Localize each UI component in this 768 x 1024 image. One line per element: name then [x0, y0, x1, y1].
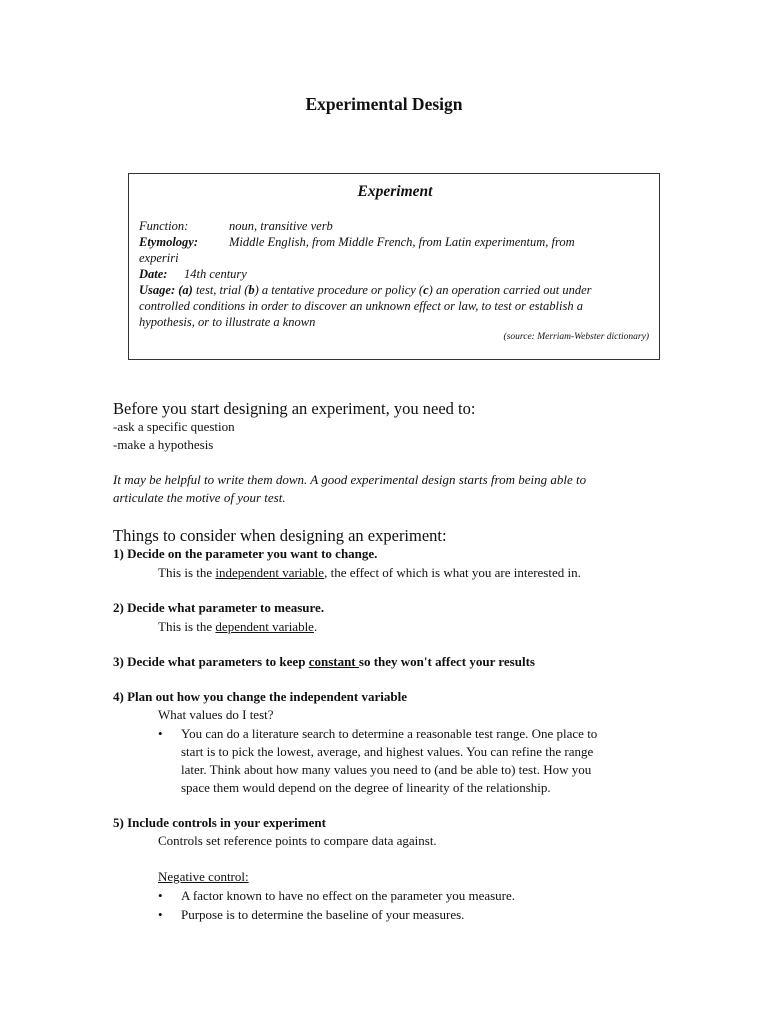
- definition-heading: Experiment: [357, 183, 433, 200]
- before-item-question: -ask a specific question: [113, 419, 235, 434]
- step-4-subtitle: What values do I test?: [158, 707, 274, 722]
- step-4-bullet-line-4: space them would depend on the degree of linearity of the relationship.: [181, 780, 551, 795]
- step-2-pre: This is the: [158, 619, 216, 634]
- step-5-title: 5) Include controls in your experiment: [113, 815, 326, 830]
- step-4-bullet-line-2: start is to pick the lowest, average, and highest values. You can refine the range: [181, 744, 594, 759]
- date-value: 14th century: [184, 267, 247, 281]
- definition-source: (source: Merriam-Webster dictionary): [503, 332, 649, 342]
- step-4-bullet-line-1: You can do a literature search to determine a reasonable test range. One place to: [181, 726, 598, 741]
- bullet-dot: •: [158, 726, 163, 741]
- step-1-pre: This is the: [158, 565, 216, 580]
- date-label: Date:: [139, 267, 168, 281]
- step-4-title: 4) Plan out how you change the independent variable: [113, 689, 407, 704]
- function-value: noun, transitive verb: [229, 219, 333, 233]
- negative-control-bullet-2: Purpose is to determine the baseline of your measures.: [181, 907, 465, 922]
- etymology-value: Middle English, from Middle French, from Latin experimentum, from: [229, 235, 575, 249]
- bullet-dot: •: [158, 907, 163, 922]
- usage-a-text: test, trial (: [192, 283, 249, 297]
- usage-c: c: [423, 283, 429, 297]
- usage-label: Usage:: [139, 283, 176, 297]
- before-note-line-1: It may be helpful to write them down. A good experimental design starts from being able to: [113, 472, 587, 487]
- step-5-subtitle: Controls set reference points to compare data against.: [158, 833, 437, 848]
- step-2-text: [158, 618, 317, 636]
- usage-line-3: hypothesis, or to illustrate a known: [139, 315, 316, 329]
- etymology-cont: experiri: [139, 251, 179, 265]
- constant-term: constant: [308, 654, 359, 669]
- definition-box: [128, 173, 660, 360]
- usage-a: (a): [178, 283, 193, 297]
- before-item-hypothesis: -make a hypothesis: [113, 437, 214, 452]
- step-4-bullet-line-3: later. Think about how many values you need to (and be able to) test. How you: [181, 762, 592, 777]
- before-heading: Before you start designing an experiment, you need to:: [113, 399, 476, 418]
- usage-b: b: [248, 283, 255, 297]
- step-1-text: [158, 564, 581, 582]
- step-1-title: 1) Decide on the parameter you want to change.: [113, 546, 378, 561]
- negative-control-label: Negative control:: [158, 869, 249, 884]
- function-label: Function:: [139, 219, 189, 233]
- usage-line-2: controlled conditions in order to discover an unknown effect or law, to test or establish a: [139, 299, 583, 313]
- negative-control-bullet-1: A factor known to have no effect on the parameter you measure.: [181, 888, 516, 903]
- before-note-line-2: articulate the motive of your test.: [113, 490, 286, 505]
- independent-variable-term: independent variable: [215, 565, 325, 580]
- step-3-title: [113, 654, 535, 670]
- etymology-label: Etymology:: [139, 235, 199, 249]
- step-2-post: .: [313, 619, 318, 634]
- dependent-variable-term: dependent variable: [215, 619, 314, 634]
- usage-c-text: ) an operation carried out under: [428, 283, 592, 297]
- page-title: Experimental Design: [305, 94, 463, 114]
- usage-b-text: ) a tentative procedure or policy (: [254, 283, 424, 297]
- step-3-post: so they won't affect your results: [358, 654, 535, 669]
- step-1-post: , the effect of which is what you are interested in.: [324, 565, 581, 580]
- usage-line-1: [139, 282, 592, 298]
- consider-heading: Things to consider when designing an experiment:: [113, 526, 447, 545]
- step-3-pre: 3) Decide what parameters to keep: [113, 654, 309, 669]
- step-2-title: 2) Decide what parameter to measure.: [113, 600, 325, 615]
- bullet-dot: •: [158, 888, 163, 903]
